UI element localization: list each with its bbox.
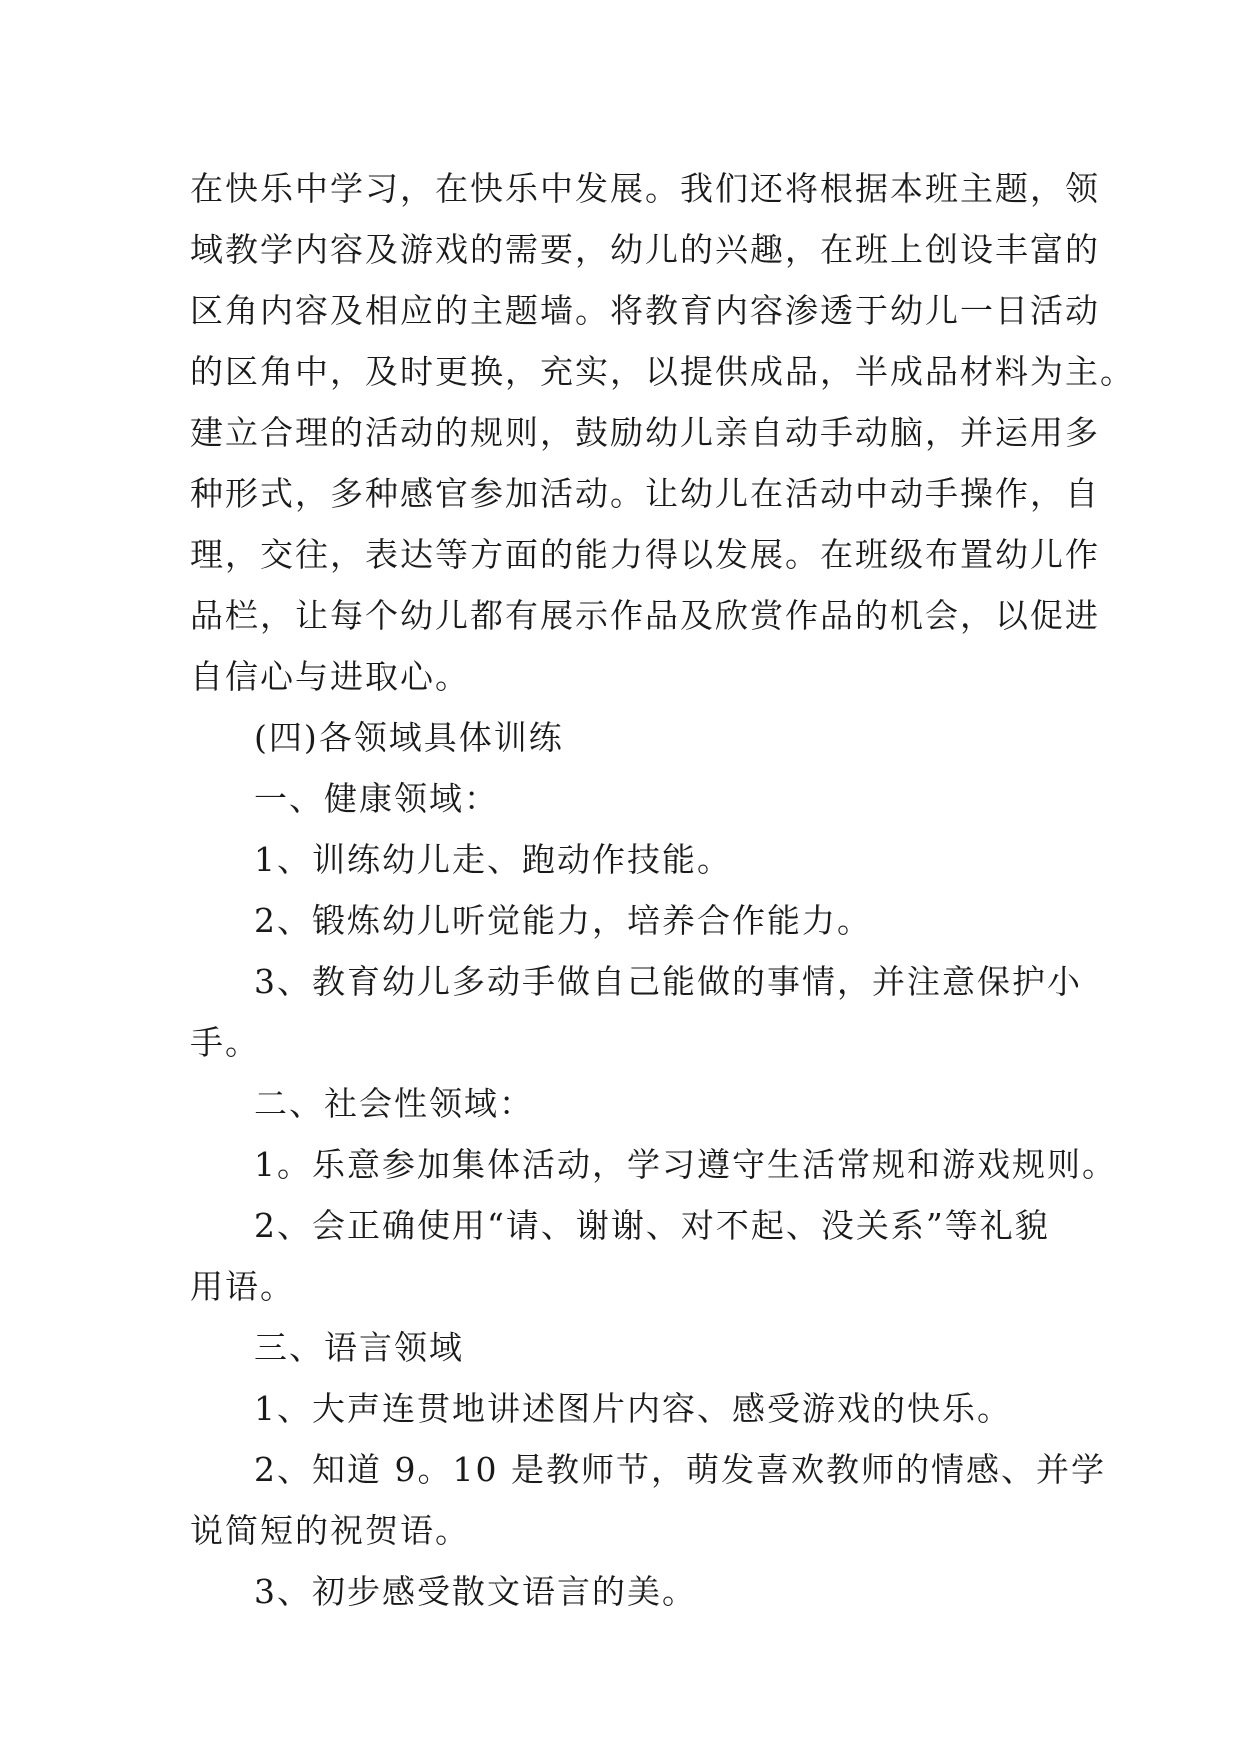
paragraph-line: 种形式，多种感官参加活动。让幼儿在活动中动手操作，自 <box>190 474 1100 513</box>
language-item-1: 1、大声连贯地讲述图片内容、感受游戏的快乐。 <box>254 1389 1012 1428</box>
language-item-2: 2、知道 9。10 是教师节，萌发喜欢教师的情感、并学 <box>254 1450 1106 1489</box>
paragraph-line: 的区角中，及时更换，充实，以提供成品，半成品材料为主。 <box>190 352 1135 391</box>
social-item-2-continued: 用语。 <box>190 1267 295 1306</box>
document-body <box>190 158 1135 1622</box>
language-heading: 三、语言领域 <box>254 1328 464 1367</box>
paragraph-line: 建立合理的活动的规则，鼓励幼儿亲自动手动脑，并运用多 <box>190 413 1100 452</box>
social-item-2: 2、会正确使用“请、谢谢、对不起、没关系”等礼貌 <box>254 1206 1050 1245</box>
paragraph-line: 在快乐中学习，在快乐中发展。我们还将根据本班主题，领 <box>190 169 1100 208</box>
health-item-3: 3、教育幼儿多动手做自己能做的事情，并注意保护小 <box>254 962 1082 1001</box>
paragraph-line: 区角内容及相应的主题墙。将教育内容渗透于幼儿一日活动 <box>190 291 1100 330</box>
language-item-3: 3、初步感受散文语言的美。 <box>254 1572 697 1611</box>
social-heading: 二、社会性领域： <box>254 1084 534 1123</box>
paragraph-line: 自信心与进取心。 <box>190 657 470 696</box>
language-item-2-continued: 说简短的祝贺语。 <box>190 1511 470 1550</box>
paragraph-line: 品栏，让每个幼儿都有展示作品及欣赏作品的机会，以促进 <box>190 596 1100 635</box>
paragraph-line: 域教学内容及游戏的需要，幼儿的兴趣，在班上创设丰富的 <box>190 230 1100 269</box>
health-item-1: 1、训练幼儿走、跑动作技能。 <box>254 840 732 879</box>
health-item-2: 2、锻炼幼儿听觉能力，培养合作能力。 <box>254 901 872 940</box>
health-item-3-continued: 手。 <box>190 1023 260 1062</box>
social-item-1: 1。乐意参加集体活动，学习遵守生活常规和游戏规则。 <box>254 1145 1117 1184</box>
section-heading: (四)各领域具体训练 <box>254 718 564 757</box>
health-heading: 一、健康领域： <box>254 779 499 818</box>
paragraph-line: 理，交往，表达等方面的能力得以发展。在班级布置幼儿作 <box>190 535 1100 574</box>
